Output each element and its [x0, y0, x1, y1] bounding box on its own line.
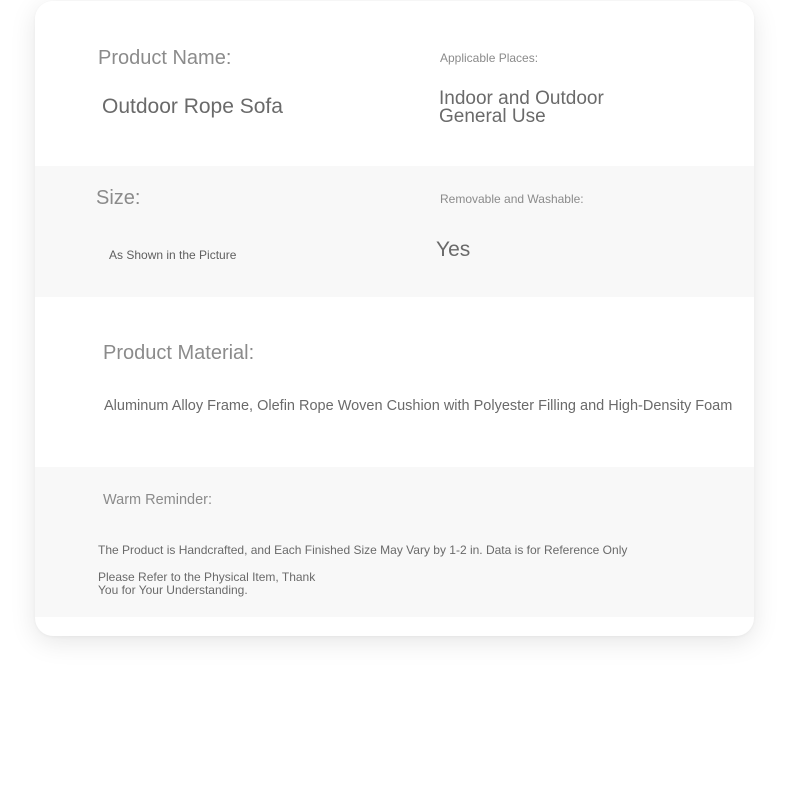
warm-reminder-label: Warm Reminder:: [103, 492, 213, 508]
product-name-value: Outdoor Rope Sofa: [102, 95, 283, 118]
spec-row-warm-reminder: [35, 467, 754, 617]
removable-washable-value: Yes: [436, 238, 471, 261]
spec-row-name-places: [35, 1, 754, 166]
product-material-value: Aluminum Alloy Frame, Olefin Rope Woven Cushion with Polyester Filling and High-Density Foam: [104, 398, 733, 414]
spec-row-size-washable: [35, 166, 754, 297]
product-name-label: Product Name:: [98, 47, 232, 69]
product-spec-card: [35, 1, 754, 636]
spec-row-material: [35, 297, 754, 467]
removable-washable-label: Removable and Washable:: [440, 192, 584, 206]
warm-reminder-line-1: The Product is Handcrafted, and Each Finished Size May Vary by 1-2 in. Data is for Reference Only: [98, 543, 628, 557]
product-material-label: Product Material:: [103, 342, 255, 364]
size-value: As Shown in the Picture: [109, 248, 237, 262]
applicable-places-value: Indoor and Outdoor General Use: [439, 88, 604, 127]
size-label: Size:: [96, 187, 141, 209]
applicable-places-label: Applicable Places:: [440, 51, 539, 65]
warm-reminder-line-2: Please Refer to the Physical Item, Thank You for Your Understanding.: [98, 570, 316, 597]
